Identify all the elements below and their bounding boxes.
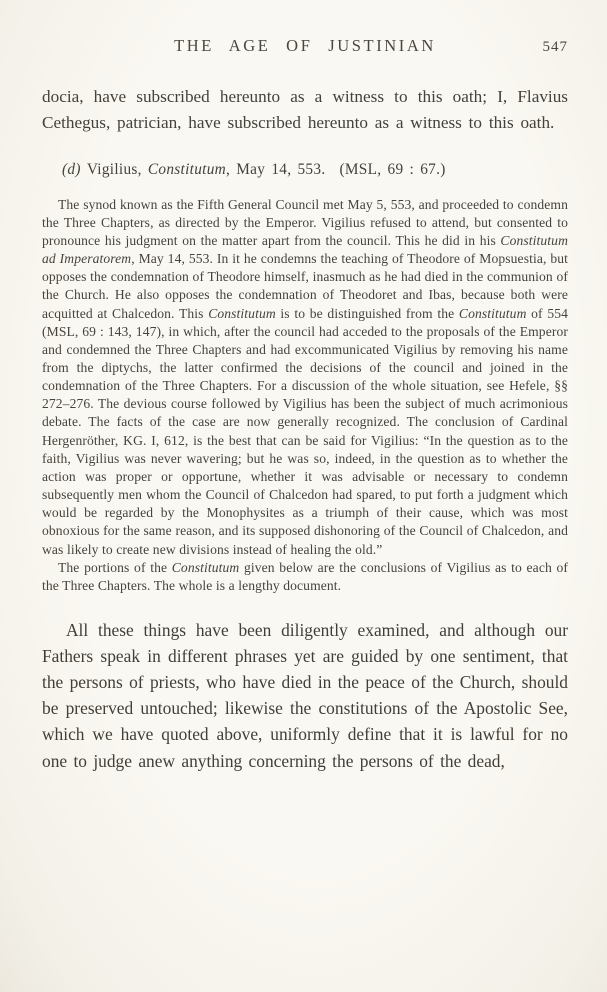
page-header xyxy=(42,36,568,62)
excerpt-paragraph: All these things have been diligently examined, and although our Fathers speak in different phrases yet are guided by one sentiment, that the persons of priests, who have died in the peace of the Church, should be preserved untouched; likewise the constitutions of the Apostolic See, which we have quoted above, uniformly define that it is lawful for no one to judge anew anything concerning the persons of the dead, xyxy=(42,620,568,771)
editorial-note xyxy=(42,196,568,595)
oath-continuation-paragraph: docia, have subscribed hereunto as a witness to this oath; I, Flavius Cethegus, patrician, have subscribed hereunto as a witness to this oath. xyxy=(42,87,568,132)
running-title: THE AGE OF JUSTINIAN xyxy=(174,36,436,55)
editorial-note-paragraph-2: The portions of the Constitutum given below are the conclusions of Vigilius as to each of the Three Chapters. The whole is a lengthy document. xyxy=(42,559,569,593)
page-number: 547 xyxy=(542,39,568,55)
editorial-note-paragraph-1: The synod known as the Fifth General Council met May 5, 553, and proceeded to condemn the Three Chapters, as directed by the Emperor. Vigilius refused to attend, but consented to pronounce his judgment on the matter apart from the council. This he did in his Constitutum ad Imperatorem, May 14, 553. In it he condemns the teaching of Theodore of Mopsuestia, but opposes the condemnation of Theodore himself, inasmuch as he had died in the communion of the Church. He also opposes the condemnation of Theodoret and Ibas, because both were acquitted at Chalcedon. This Constitutum is to be distinguished from the Constitutum of 554 (MSL, 69 : 143, 147), in which, after the council had acceded to the proposals of the Emperor and condemned the Three Chapters and had excommunicated Vigilius by removing his name from the diptychs, the latter confirmed the decisions of the council and joined in the condemnation of the Three Chapters. For a discussion of the whole situation, see Hefele, §§ 272–276. The devious course followed by Vigilius has been the subject of much acrimonious debate. The facts of the case are now generally recognized. The conclusion of Cardinal Hergenröther, KG. I, 612, is the best that can be said for Vigilius: “In the question as to the faith, Vigilius was never wavering; but he was so, indeed, in the question as to whether the action was proper or opportune, whether it was advisable or necessary to condemn subsequently men whom the Council of Chalcedon had spared, to put forth a judgment which would be regarded by the Monophysites as a triumph of their cause, which was most obnoxious for the same reason, and its supposed dishonoring of the Council of Chalcedon, and was likely to create new divisions instead of healing the old.” xyxy=(42,196,569,557)
text-block xyxy=(42,36,568,774)
section-heading: (d) Vigilius, Constitutum, May 14, 553. (MSL, 69 : 67.) xyxy=(62,160,446,178)
